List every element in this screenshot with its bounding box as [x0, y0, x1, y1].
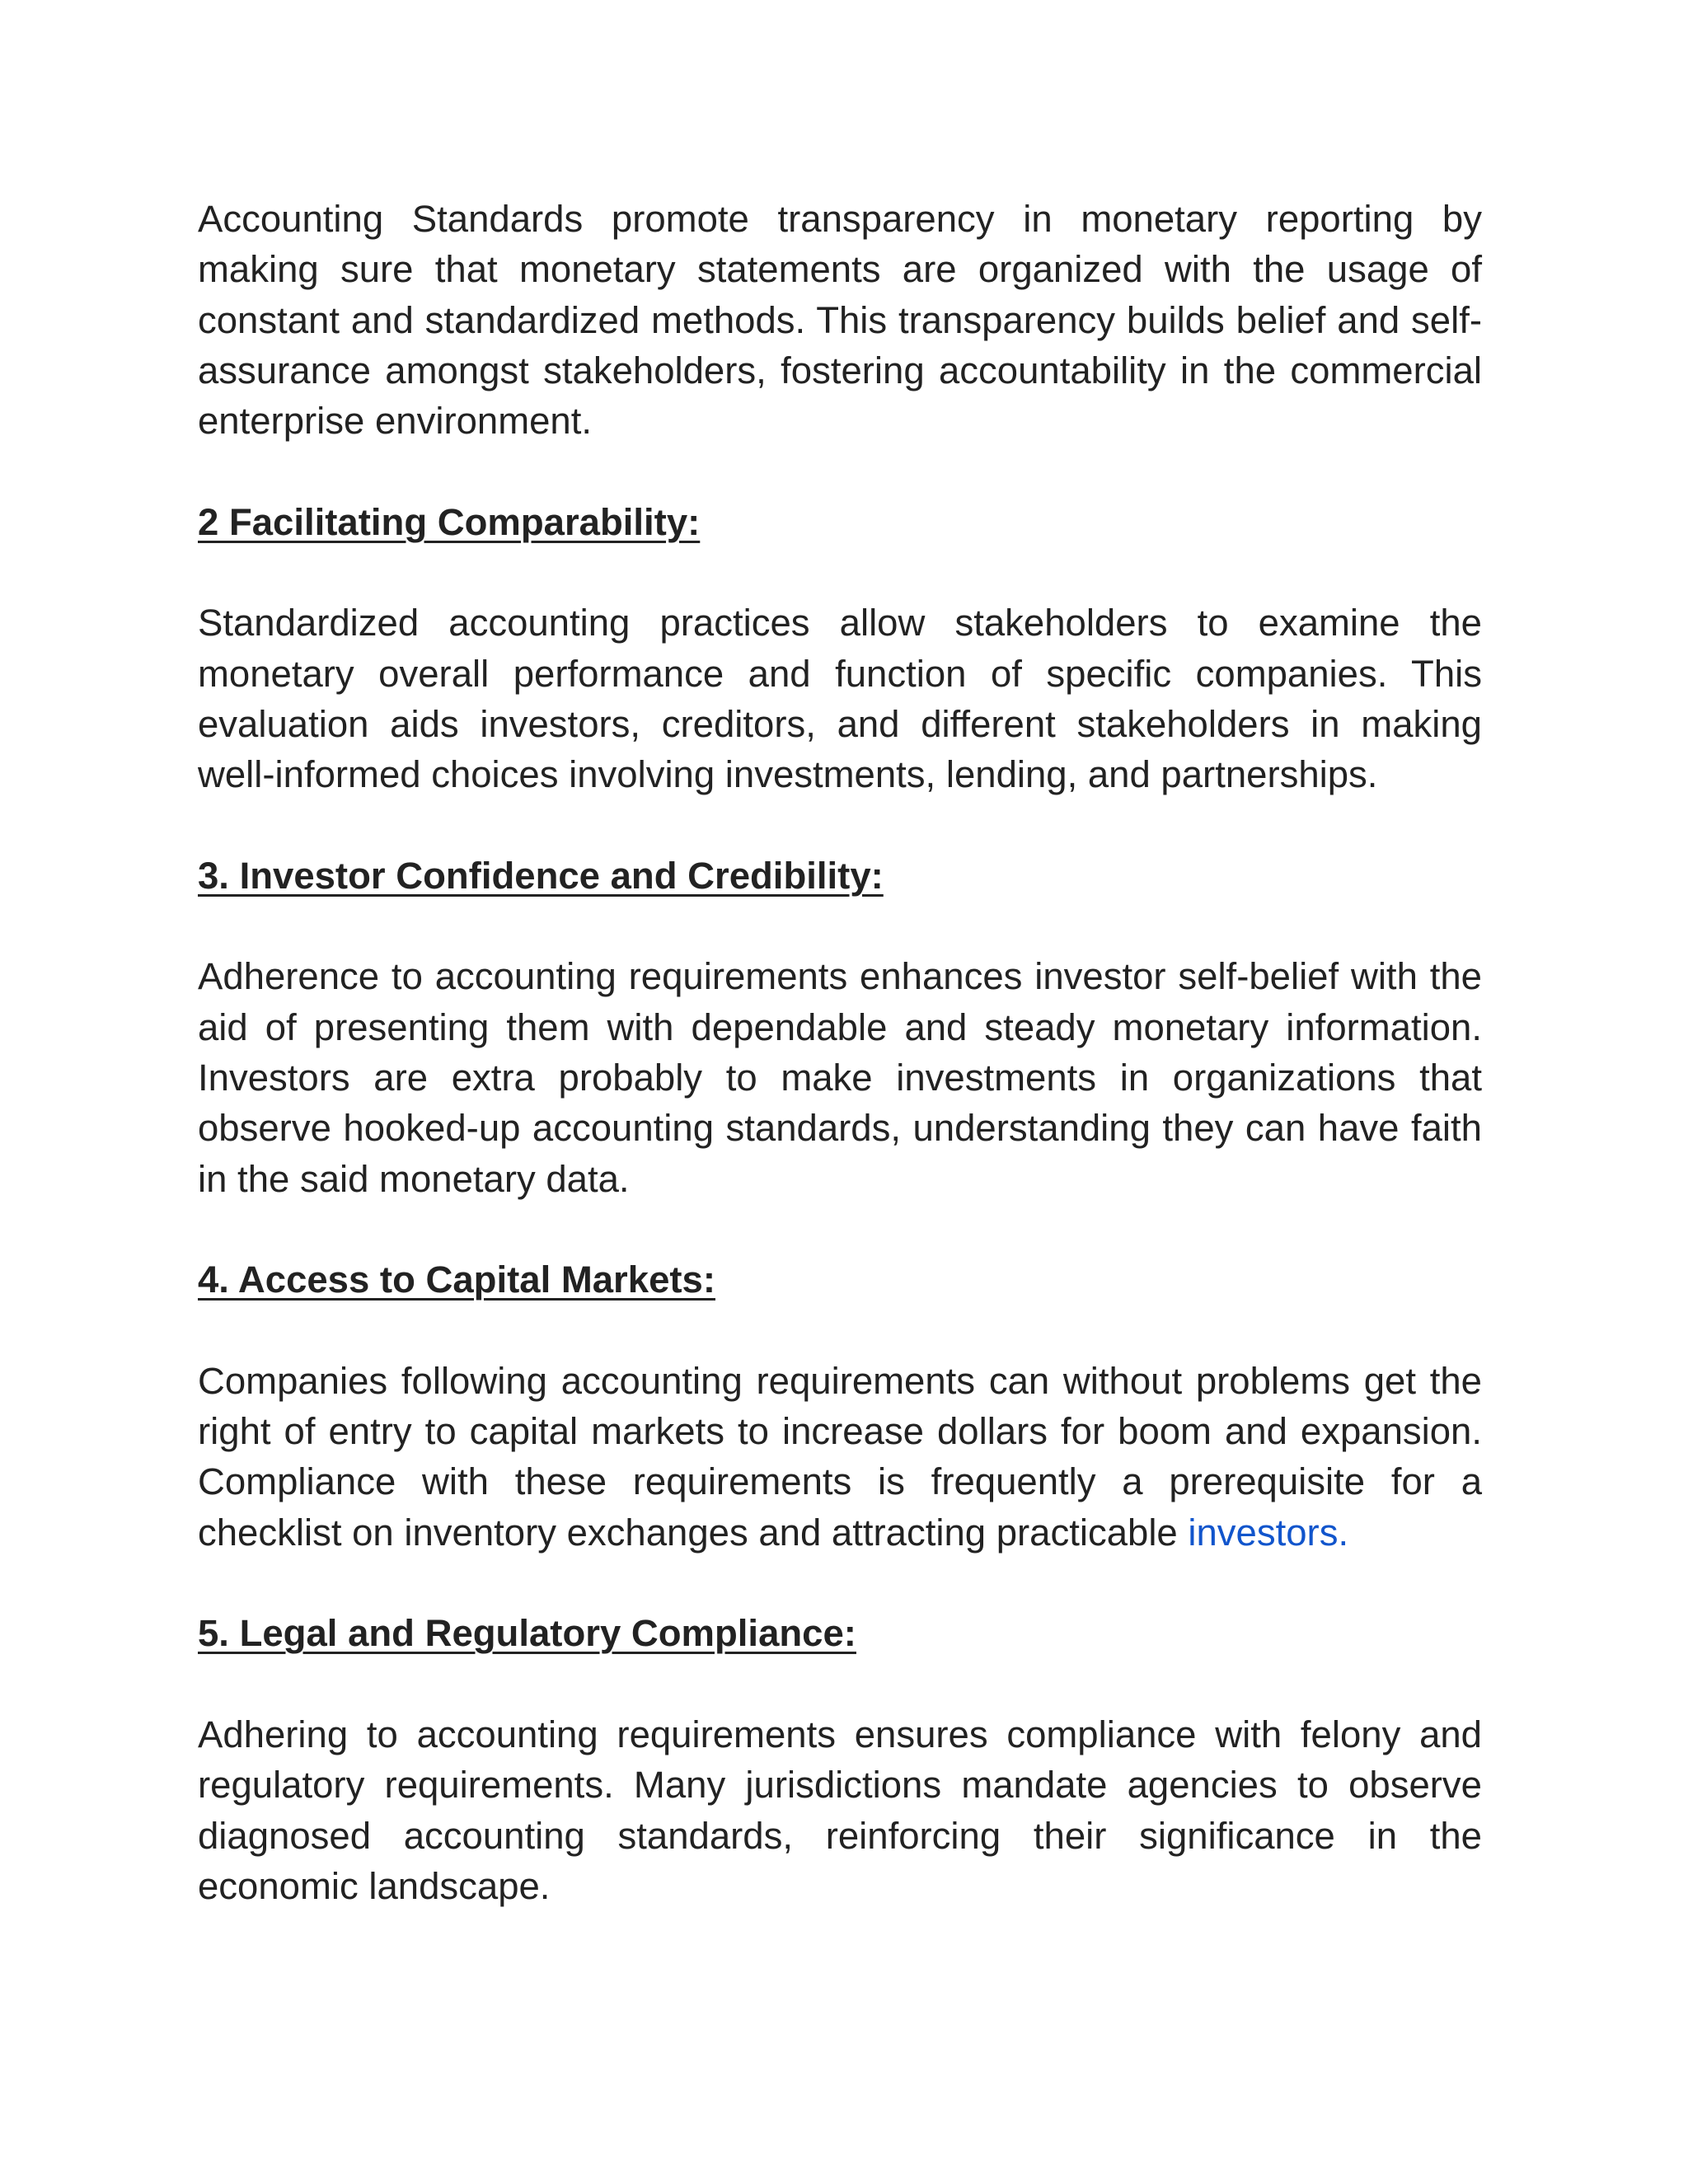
capital-markets-text: Companies following accounting requirements can without problems get the right of entry to capital markets to increase dollars for boom and expansion. Compliance with these requirements is frequently a prerequisite for a checklist on inventory exchanges and attracting practicable — [198, 1359, 1482, 1554]
section-heading-comparability: 2 Facilitating Comparability: — [198, 500, 701, 543]
investors-link[interactable]: investors. — [1188, 1511, 1349, 1554]
section-body-investor-confidence: Adherence to accounting requirements enhances investor self-belief with the aid of presenting them with dependable and steady monetary information. Investors are extra probably to make investments in organizations that observe hooked-up accounting standards, understanding they can have faith in the said monetary data. — [198, 955, 1482, 1200]
document-content — [198, 194, 1482, 1911]
section-heading-investor-confidence: 3. Investor Confidence and Credibility: — [198, 854, 884, 897]
section-body-capital-markets — [198, 1356, 1482, 1558]
section-body-legal-compliance: Adhering to accounting requirements ensures compliance with felony and regulatory requirements. Many jurisdictions mandate agencies to observe diagnosed accounting standards, reinforcing their significance in the economic landscape. — [198, 1713, 1482, 1907]
section-heading-legal-compliance: 5. Legal and Regulatory Compliance: — [198, 1612, 856, 1655]
section-heading-capital-markets: 4. Access to Capital Markets: — [198, 1258, 715, 1301]
section-body-comparability: Standardized accounting practices allow stakeholders to examine the monetary overall performance and function of specific companies. This evaluation aids investors, creditors, and different stakeholders in making well-informed choices involving investments, lending, and partnerships. — [198, 602, 1482, 796]
intro-paragraph: Accounting Standards promote transparency in monetary reporting by making sure that monetary statements are organized with the usage of constant and standardized methods. This transparency builds belief and self-assurance amongst stakeholders, fostering accountability in the commercial enterprise environment. — [198, 198, 1482, 443]
